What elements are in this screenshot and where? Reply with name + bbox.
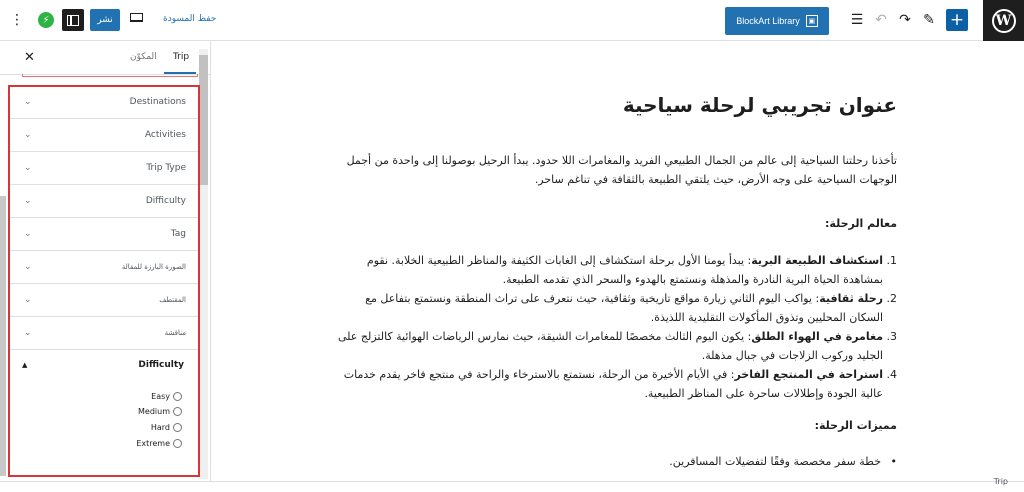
- wordpress-logo-button[interactable]: [983, 0, 1024, 41]
- blockart-label: BlockArt Library: [736, 16, 800, 26]
- list-item-text: : في الأيام الأخيرة من الرحلة، نستمتع بالاسترخاء والراحة في منتجع فاخر يقدم خدمات عالية الجودة وإطلالات ساحرة على المناظر الطبيعية.: [343, 368, 883, 400]
- undo-icon[interactable]: ↶: [875, 12, 887, 28]
- panel-label: Destinations: [129, 97, 186, 107]
- chevron-down-icon: ⌄: [24, 328, 32, 338]
- blockart-icon: ▣: [806, 15, 818, 27]
- options-kebab-icon[interactable]: ⋮: [10, 12, 24, 28]
- scrollbar-thumb[interactable]: [199, 55, 208, 185]
- editor-footer: [0, 477, 1024, 492]
- landmarks-list[interactable]: [337, 251, 897, 403]
- caret-up-icon: ▲: [22, 361, 28, 369]
- list-item[interactable]: [337, 365, 897, 403]
- add-block-button[interactable]: +: [946, 9, 968, 31]
- list-number: 4.: [886, 368, 897, 381]
- panel-label: Trip Type: [146, 163, 186, 173]
- highlight-annotation-box: [8, 85, 200, 477]
- difficulty-heading: Difficulty: [138, 360, 184, 370]
- list-item[interactable]: [337, 289, 897, 327]
- publish-button[interactable]: نشر: [90, 9, 120, 31]
- panel-label: Tag: [170, 229, 186, 239]
- list-item-text: : يبدأ يومنا الأول برحلة استكشاف إلى الغابات الكثيفة والمناظر الطبيعية الخلابة. نقوم بمشاهدة الحياة البرية النادرة والمذهلة ونستمتع بالهدوء والسحر الذي تقدمه الطبيعة.: [366, 254, 883, 286]
- option-label: Extreme: [136, 439, 170, 448]
- option-label: Medium: [138, 407, 170, 416]
- panel-label: الصورة البارزة للمقالة: [121, 263, 186, 271]
- panel-label: Activities: [144, 130, 186, 140]
- chevron-down-icon: ⌄: [24, 229, 32, 239]
- close-icon[interactable]: ✕: [24, 50, 35, 65]
- list-view-icon[interactable]: ☰: [850, 12, 864, 28]
- list-item-title: استكشاف الطبيعة البرية: [751, 254, 883, 267]
- chevron-down-icon: ⌄: [24, 262, 32, 272]
- chevron-down-icon: ⌄: [24, 97, 32, 107]
- list-number: 3.: [886, 330, 897, 343]
- features-list-item[interactable]: • خطة سفر مخصصة وفقًا لتفضيلات المسافرين.: [669, 455, 897, 468]
- list-item-text: : يكون اليوم الثالث مخصصًا للمغامرات الشيقة، حيث نمارس الرياضات الهوائية كالتزلج على الجليد وركوب الزلاجات في جبال مذهلة.: [338, 330, 883, 362]
- chevron-down-icon: ⌄: [24, 196, 32, 206]
- panel-label: المقتطف: [159, 296, 186, 304]
- pencil-icon[interactable]: ✎: [923, 12, 935, 28]
- wordpress-icon: W: [992, 9, 1016, 33]
- performance-icon[interactable]: ⚡: [38, 12, 54, 28]
- post-title[interactable]: عنوان تجريبي لرحلة سياحية: [622, 93, 897, 117]
- sidebar-scrollbar[interactable]: [199, 49, 208, 479]
- tab-trip[interactable]: Trip: [173, 52, 190, 62]
- features-heading[interactable]: مميزات الرحلة:: [814, 419, 897, 432]
- tab-block[interactable]: المكوّن: [130, 52, 157, 62]
- save-draft-button[interactable]: حفظ المسودة: [163, 14, 217, 24]
- list-item[interactable]: [337, 251, 897, 289]
- redo-icon[interactable]: ↷: [899, 12, 911, 28]
- sidebar-tabs: [0, 41, 211, 75]
- editor-canvas[interactable]: [212, 41, 1024, 481]
- editor-toolbar: [0, 0, 1024, 41]
- breadcrumb[interactable]: Trip: [993, 477, 1008, 486]
- blockart-library-button[interactable]: [725, 7, 829, 35]
- chevron-down-icon: ⌄: [24, 130, 32, 140]
- list-item-title: مغامرة في الهواء الطلق: [751, 330, 883, 343]
- list-item-title: استراحة في المنتجع الفاخر: [734, 368, 883, 381]
- sidebar-icon: [67, 15, 79, 26]
- list-number: 1.: [886, 254, 897, 267]
- landmarks-heading[interactable]: معالم الرحلة:: [825, 217, 897, 230]
- taxonomy-input-edge: [22, 74, 198, 77]
- chevron-down-icon: ⌄: [24, 295, 32, 305]
- settings-sidebar-toggle[interactable]: [62, 9, 84, 31]
- list-item-title: رحلة ثقافية: [819, 292, 883, 305]
- intro-paragraph[interactable]: تأخذنا رحلتنا السياحية إلى عالم من الجمال الطبيعي الفريد والمغامرات اللا حدود. يبدأ الرحيل بوصولنا إلى واحدة من أجمل الوجهات السياحية على وجه الأرض، حيث يلتقي الطبيعة بالثقافة في تناغم ساحر.: [346, 154, 897, 186]
- chevron-down-icon: ⌄: [24, 163, 32, 173]
- list-item[interactable]: [337, 327, 897, 365]
- sidebar-left-scroll-strip: [0, 196, 6, 476]
- panel-label: مناقشة: [164, 329, 186, 337]
- list-item-text: : يواكب اليوم الثاني زيارة مواقع تاريخية وثقافية، حيث نتعرف على تراث المنطقة ونستمتع بتفاعل مع السكان المحليين وتذوق المأكولات التقليدية اللذيذة.: [365, 292, 883, 324]
- list-number: 2.: [886, 292, 897, 305]
- option-label: Easy: [151, 392, 170, 401]
- option-label: Hard: [150, 423, 170, 432]
- preview-device-icon[interactable]: [130, 13, 143, 22]
- panel-label: Difficulty: [145, 196, 186, 206]
